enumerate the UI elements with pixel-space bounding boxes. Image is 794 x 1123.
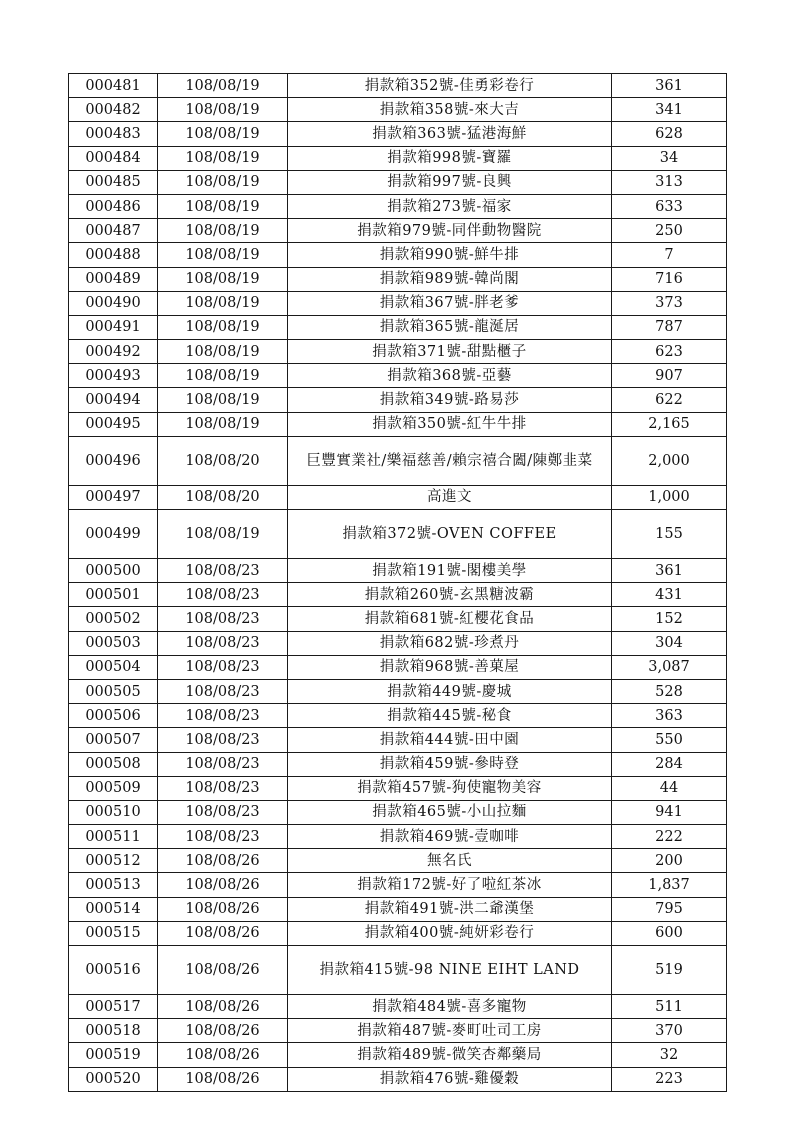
table-row xyxy=(69,98,727,122)
receipt-number-cell: 000492 xyxy=(69,340,158,364)
table-row xyxy=(69,74,727,98)
amount-cell: 200 xyxy=(612,849,727,873)
amount-cell: 622 xyxy=(612,388,727,412)
amount-cell: 250 xyxy=(612,219,727,243)
table-row xyxy=(69,559,727,583)
donor-name-cell: 捐款箱363號-猛港海鮮 xyxy=(288,122,612,146)
receipt-number-cell: 000488 xyxy=(69,243,158,267)
receipt-number-cell: 000484 xyxy=(69,146,158,170)
donor-name-cell: 捐款箱465號-小山拉麵 xyxy=(288,800,612,824)
donor-name-cell: 捐款箱191號-閣樓美學 xyxy=(288,559,612,583)
donor-name-cell: 無名氏 xyxy=(288,849,612,873)
date-cell: 108/08/23 xyxy=(158,704,288,728)
amount-cell: 633 xyxy=(612,194,727,218)
donor-name-cell: 捐款箱487號-麥町吐司工房 xyxy=(288,1019,612,1043)
receipt-number-cell: 000486 xyxy=(69,194,158,218)
table-row xyxy=(69,655,727,679)
date-cell: 108/08/26 xyxy=(158,946,288,995)
table-row xyxy=(69,873,727,897)
table-row xyxy=(69,825,727,849)
amount-cell: 341 xyxy=(612,98,727,122)
receipt-number-cell: 000493 xyxy=(69,364,158,388)
donor-name-cell: 捐款箱681號-紅櫻花食品 xyxy=(288,607,612,631)
table-row xyxy=(69,1019,727,1043)
receipt-number-cell: 000482 xyxy=(69,98,158,122)
donor-name-cell: 捐款箱372號-OVEN COFFEE xyxy=(288,510,612,559)
amount-cell: 34 xyxy=(612,146,727,170)
receipt-number-cell: 000511 xyxy=(69,825,158,849)
amount-cell: 304 xyxy=(612,631,727,655)
receipt-number-cell: 000506 xyxy=(69,704,158,728)
receipt-number-cell: 000507 xyxy=(69,728,158,752)
date-cell: 108/08/26 xyxy=(158,1043,288,1067)
donor-name-cell: 高進文 xyxy=(288,485,612,509)
date-cell: 108/08/20 xyxy=(158,485,288,509)
receipt-number-cell: 000499 xyxy=(69,510,158,559)
date-cell: 108/08/19 xyxy=(158,243,288,267)
receipt-number-cell: 000497 xyxy=(69,485,158,509)
donor-name-cell: 捐款箱365號-龍涎居 xyxy=(288,315,612,339)
donor-name-cell: 捐款箱445號-秘食 xyxy=(288,704,612,728)
ledger-body xyxy=(69,74,727,1092)
amount-cell: 623 xyxy=(612,340,727,364)
table-row xyxy=(69,631,727,655)
date-cell: 108/08/23 xyxy=(158,800,288,824)
receipt-number-cell: 000504 xyxy=(69,655,158,679)
table-row xyxy=(69,510,727,559)
date-cell: 108/08/26 xyxy=(158,1019,288,1043)
receipt-number-cell: 000494 xyxy=(69,388,158,412)
amount-cell: 152 xyxy=(612,607,727,631)
amount-cell: 795 xyxy=(612,897,727,921)
date-cell: 108/08/26 xyxy=(158,1067,288,1091)
amount-cell: 361 xyxy=(612,74,727,98)
donor-name-cell: 捐款箱368號-亞藝 xyxy=(288,364,612,388)
table-row xyxy=(69,122,727,146)
date-cell: 108/08/23 xyxy=(158,776,288,800)
table-row xyxy=(69,849,727,873)
receipt-number-cell: 000496 xyxy=(69,436,158,485)
amount-cell: 223 xyxy=(612,1067,727,1091)
date-cell: 108/08/23 xyxy=(158,679,288,703)
amount-cell: 32 xyxy=(612,1043,727,1067)
table-row xyxy=(69,776,727,800)
table-row xyxy=(69,194,727,218)
table-row xyxy=(69,921,727,945)
table-row xyxy=(69,995,727,1019)
table-row xyxy=(69,485,727,509)
table-row xyxy=(69,704,727,728)
amount-cell: 2,000 xyxy=(612,436,727,485)
date-cell: 108/08/23 xyxy=(158,631,288,655)
table-row xyxy=(69,800,727,824)
table-row xyxy=(69,1067,727,1091)
amount-cell: 7 xyxy=(612,243,727,267)
table-row xyxy=(69,1043,727,1067)
date-cell: 108/08/23 xyxy=(158,607,288,631)
table-row xyxy=(69,607,727,631)
date-cell: 108/08/19 xyxy=(158,510,288,559)
amount-cell: 431 xyxy=(612,583,727,607)
donor-name-cell: 捐款箱260號-玄黑糖波霸 xyxy=(288,583,612,607)
receipt-number-cell: 000514 xyxy=(69,897,158,921)
table-row xyxy=(69,291,727,315)
amount-cell: 1,000 xyxy=(612,485,727,509)
amount-cell: 941 xyxy=(612,800,727,824)
amount-cell: 284 xyxy=(612,752,727,776)
amount-cell: 363 xyxy=(612,704,727,728)
donor-name-cell: 捐款箱997號-良興 xyxy=(288,170,612,194)
receipt-number-cell: 000519 xyxy=(69,1043,158,1067)
date-cell: 108/08/19 xyxy=(158,291,288,315)
donor-name-cell: 捐款箱449號-慶城 xyxy=(288,679,612,703)
date-cell: 108/08/23 xyxy=(158,752,288,776)
table-row xyxy=(69,340,727,364)
amount-cell: 519 xyxy=(612,946,727,995)
receipt-number-cell: 000501 xyxy=(69,583,158,607)
amount-cell: 600 xyxy=(612,921,727,945)
donor-name-cell: 捐款箱457號-狗使寵物美容 xyxy=(288,776,612,800)
table-row xyxy=(69,146,727,170)
receipt-number-cell: 000520 xyxy=(69,1067,158,1091)
donor-name-cell: 捐款箱489號-微笑杏鄰藥局 xyxy=(288,1043,612,1067)
date-cell: 108/08/26 xyxy=(158,921,288,945)
table-row xyxy=(69,583,727,607)
amount-cell: 155 xyxy=(612,510,727,559)
amount-cell: 787 xyxy=(612,315,727,339)
receipt-number-cell: 000518 xyxy=(69,1019,158,1043)
date-cell: 108/08/19 xyxy=(158,146,288,170)
receipt-number-cell: 000505 xyxy=(69,679,158,703)
table-row xyxy=(69,752,727,776)
date-cell: 108/08/19 xyxy=(158,267,288,291)
receipt-number-cell: 000515 xyxy=(69,921,158,945)
donor-name-cell: 捐款箱371號-甜點櫃子 xyxy=(288,340,612,364)
donor-name-cell: 捐款箱682號-珍煮丹 xyxy=(288,631,612,655)
amount-cell: 550 xyxy=(612,728,727,752)
amount-cell: 44 xyxy=(612,776,727,800)
receipt-number-cell: 000517 xyxy=(69,995,158,1019)
date-cell: 108/08/26 xyxy=(158,897,288,921)
amount-cell: 907 xyxy=(612,364,727,388)
donor-name-cell: 捐款箱273號-福家 xyxy=(288,194,612,218)
donor-name-cell: 捐款箱444號-田中園 xyxy=(288,728,612,752)
date-cell: 108/08/23 xyxy=(158,559,288,583)
receipt-number-cell: 000487 xyxy=(69,219,158,243)
table-row xyxy=(69,412,727,436)
donation-ledger-table xyxy=(68,73,727,1092)
receipt-number-cell: 000516 xyxy=(69,946,158,995)
date-cell: 108/08/23 xyxy=(158,728,288,752)
table-row xyxy=(69,679,727,703)
table-row xyxy=(69,364,727,388)
date-cell: 108/08/19 xyxy=(158,98,288,122)
date-cell: 108/08/19 xyxy=(158,219,288,243)
donor-name-cell: 捐款箱352號-佳勇彩卷行 xyxy=(288,74,612,98)
date-cell: 108/08/26 xyxy=(158,873,288,897)
donor-name-cell: 捐款箱968號-善菓屋 xyxy=(288,655,612,679)
amount-cell: 2,165 xyxy=(612,412,727,436)
amount-cell: 313 xyxy=(612,170,727,194)
donor-name-cell: 捐款箱476號-雞優穀 xyxy=(288,1067,612,1091)
receipt-number-cell: 000512 xyxy=(69,849,158,873)
amount-cell: 361 xyxy=(612,559,727,583)
amount-cell: 1,837 xyxy=(612,873,727,897)
donor-name-cell: 巨豐實業社/樂福慈善/賴宗禧合闔/陳鄭韭菜 xyxy=(288,436,612,485)
receipt-number-cell: 000483 xyxy=(69,122,158,146)
donor-name-cell: 捐款箱400號-純妍彩卷行 xyxy=(288,921,612,945)
date-cell: 108/08/19 xyxy=(158,340,288,364)
donor-name-cell: 捐款箱350號-紅牛牛排 xyxy=(288,412,612,436)
donor-name-cell: 捐款箱990號-鮮牛排 xyxy=(288,243,612,267)
amount-cell: 628 xyxy=(612,122,727,146)
receipt-number-cell: 000495 xyxy=(69,412,158,436)
table-row xyxy=(69,315,727,339)
amount-cell: 528 xyxy=(612,679,727,703)
receipt-number-cell: 000490 xyxy=(69,291,158,315)
amount-cell: 373 xyxy=(612,291,727,315)
date-cell: 108/08/26 xyxy=(158,995,288,1019)
donor-name-cell: 捐款箱484號-喜多寵物 xyxy=(288,995,612,1019)
table-row xyxy=(69,243,727,267)
receipt-number-cell: 000509 xyxy=(69,776,158,800)
date-cell: 108/08/23 xyxy=(158,825,288,849)
date-cell: 108/08/26 xyxy=(158,849,288,873)
amount-cell: 511 xyxy=(612,995,727,1019)
table-row xyxy=(69,897,727,921)
date-cell: 108/08/19 xyxy=(158,412,288,436)
receipt-number-cell: 000491 xyxy=(69,315,158,339)
receipt-number-cell: 000502 xyxy=(69,607,158,631)
date-cell: 108/08/19 xyxy=(158,170,288,194)
donor-name-cell: 捐款箱415號-98 NINE EIHT LAND xyxy=(288,946,612,995)
date-cell: 108/08/19 xyxy=(158,194,288,218)
receipt-number-cell: 000508 xyxy=(69,752,158,776)
date-cell: 108/08/19 xyxy=(158,74,288,98)
date-cell: 108/08/23 xyxy=(158,583,288,607)
table-row xyxy=(69,436,727,485)
receipt-number-cell: 000485 xyxy=(69,170,158,194)
receipt-number-cell: 000489 xyxy=(69,267,158,291)
receipt-number-cell: 000513 xyxy=(69,873,158,897)
date-cell: 108/08/19 xyxy=(158,364,288,388)
donor-name-cell: 捐款箱989號-韓尚閣 xyxy=(288,267,612,291)
donor-name-cell: 捐款箱491號-洪二爺漢堡 xyxy=(288,897,612,921)
donor-name-cell: 捐款箱998號-寶羅 xyxy=(288,146,612,170)
date-cell: 108/08/23 xyxy=(158,655,288,679)
table-row xyxy=(69,267,727,291)
amount-cell: 222 xyxy=(612,825,727,849)
date-cell: 108/08/19 xyxy=(158,122,288,146)
donor-name-cell: 捐款箱358號-來大吉 xyxy=(288,98,612,122)
donor-name-cell: 捐款箱349號-路易莎 xyxy=(288,388,612,412)
table-row xyxy=(69,728,727,752)
table-row xyxy=(69,170,727,194)
receipt-number-cell: 000510 xyxy=(69,800,158,824)
donor-name-cell: 捐款箱367號-胖老爹 xyxy=(288,291,612,315)
donor-name-cell: 捐款箱469號-壹咖啡 xyxy=(288,825,612,849)
amount-cell: 370 xyxy=(612,1019,727,1043)
donor-name-cell: 捐款箱459號-參時登 xyxy=(288,752,612,776)
donor-name-cell: 捐款箱979號-同伴動物醫院 xyxy=(288,219,612,243)
date-cell: 108/08/19 xyxy=(158,388,288,412)
table-row xyxy=(69,946,727,995)
receipt-number-cell: 000500 xyxy=(69,559,158,583)
table-row xyxy=(69,388,727,412)
table-row xyxy=(69,219,727,243)
amount-cell: 716 xyxy=(612,267,727,291)
date-cell: 108/08/19 xyxy=(158,315,288,339)
donor-name-cell: 捐款箱172號-好了啦紅茶冰 xyxy=(288,873,612,897)
amount-cell: 3,087 xyxy=(612,655,727,679)
date-cell: 108/08/20 xyxy=(158,436,288,485)
receipt-number-cell: 000503 xyxy=(69,631,158,655)
receipt-number-cell: 000481 xyxy=(69,74,158,98)
